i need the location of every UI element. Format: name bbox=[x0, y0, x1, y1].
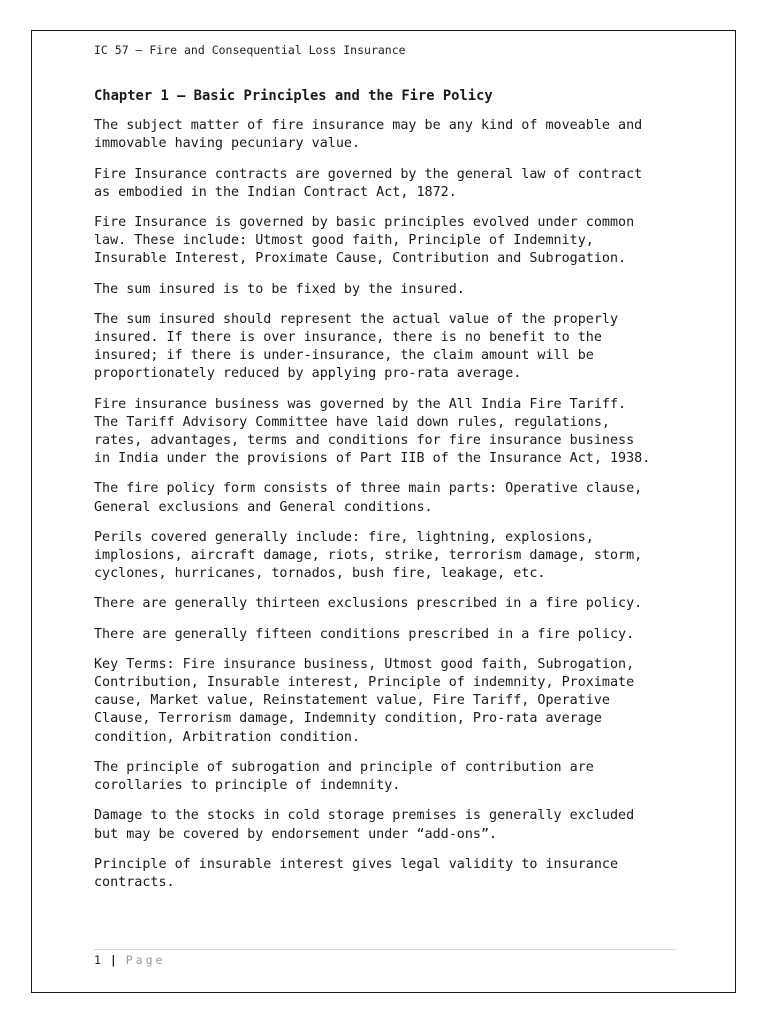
page-label: Page bbox=[125, 953, 166, 967]
paragraph: Key Terms: Fire insurance business, Utmost good faith, Subrogation, Contribution, Insurable interest, Principle of indemnity, Proximate cause, Market value, Reinstatement value, Fire Tariff, Operative Clause, Terrorism damage, Indemnity condition, Pro-rata average condition, Arbitration condition. bbox=[94, 656, 635, 745]
page-footer bbox=[94, 949, 676, 967]
paragraph: There are generally thirteen exclusions prescribed in a fire policy. bbox=[94, 596, 643, 612]
paragraph: Perils covered generally include: fire, lightning, explosions, implosions, aircraft damage, riots, strike, terrorism damage, storm, cyclones, hurricanes, tornados, bush fire, leakage, etc. bbox=[94, 529, 643, 582]
chapter-title: Chapter 1 – Basic Principles and the Fire Policy bbox=[94, 88, 493, 104]
footer-separator: | bbox=[109, 953, 117, 967]
paragraph: The principle of subrogation and principle of contribution are corollaries to principle of indemnity. bbox=[94, 759, 594, 794]
paragraph: The fire policy form consists of three main parts: Operative clause, General exclusions and General conditions. bbox=[94, 481, 643, 515]
page-number: 1 bbox=[94, 953, 101, 967]
paragraph: Fire Insurance contracts are governed by the general law of contract as embodied in the Indian Contract Act, 1872. bbox=[94, 166, 643, 200]
paragraph: Damage to the stocks in cold storage premises is generally excluded but may be covered by endorsement under “add-ons”. bbox=[94, 808, 635, 842]
page-body bbox=[94, 87, 684, 904]
paragraph: Fire insurance business was governed by the All India Fire Tariff. The Tariff Advisory Committee have laid down rules, regulations, rates, advantages, terms and conditions for fire insurance business in India under the provisions of Part IIB of the Insurance Act, 1938. bbox=[94, 396, 651, 467]
paragraph: The sum insured should represent the actual value of the properly insured. If there is over insurance, there is no benefit to the insured; if there is under-insurance, the claim amount will be proportionately reduced by applying pro-rata average. bbox=[94, 311, 619, 382]
paragraph: Fire Insurance is governed by basic principles evolved under common law. These include: Utmost good faith, Principle of Indemnity, Insurable Interest, Proximate Cause, Contribution and Subrogation. bbox=[94, 215, 635, 267]
running-header: IC 57 – Fire and Consequential Loss Insurance bbox=[94, 43, 406, 57]
paragraph: There are generally fifteen conditions prescribed in a fire policy. bbox=[94, 626, 635, 642]
paragraph: The sum insured is to be fixed by the insured. bbox=[94, 281, 465, 297]
document-page bbox=[31, 30, 736, 993]
paragraph: The subject matter of fire insurance may be any kind of moveable and immovable having pecuniary value. bbox=[94, 118, 643, 152]
paragraph: Principle of insurable interest gives legal validity to insurance contracts. bbox=[94, 856, 619, 890]
